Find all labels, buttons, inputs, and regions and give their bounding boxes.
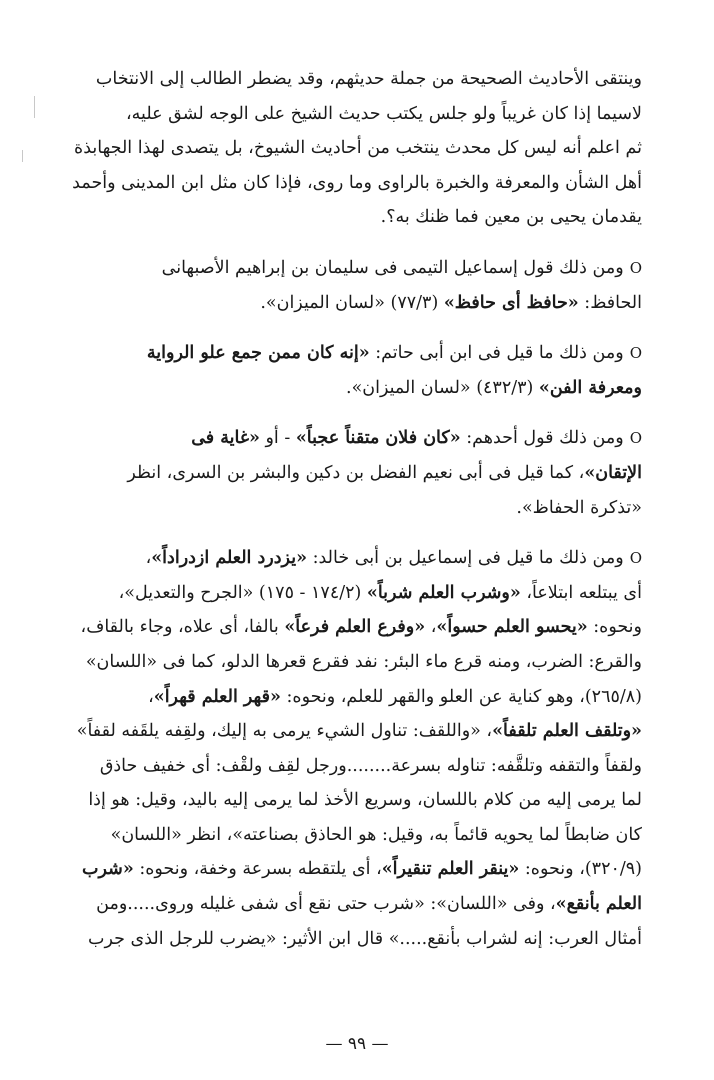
bold-quote: «ينقر العلم تنقيراً» — [381, 859, 520, 880]
text-line — [126, 421, 642, 456]
bold-quote: «إنه كان ممن جمع علو الرواية — [146, 343, 370, 364]
text-span: (٢٦٥/٨)، وهو كناية عن العلو والقهر للعلم، ونحوه: — [280, 686, 642, 707]
text-span: ، أى يلتقطه بسرعة وخفة، ونحوه: — [133, 859, 382, 880]
text-line — [80, 610, 642, 645]
text-line: كان ضابطاً لما يحويه قائماً به، وقيل: هو الحاذق بصناعته»، انظر «اللسان» — [110, 824, 642, 845]
text-line — [126, 251, 642, 286]
text-line: أمثال العرب: إنه لشراب بأنقع.....» قال ابن الأثير: «يضرب للرجل الذى جرب — [87, 928, 642, 949]
text-span: ، وفى «اللسان»: «شرب حتى نقع أى شفى غليله وروى.....ومن — [96, 894, 556, 915]
text-line: لما يرمى إليه من كلام باللسان، وسريع الأخذ لما يرمى إليه باليد، وقيل: هو إذا — [88, 790, 642, 811]
text-line — [118, 576, 642, 611]
bold-quote: «وتلقف العلم تلقفاً» — [492, 721, 642, 742]
bold-quote: «وفرع العلم فرعاً» — [284, 617, 426, 638]
text-line — [126, 541, 642, 576]
paragraph-5 — [76, 541, 642, 956]
text-span: ومن ذلك ما قيل فى ابن أبى حاتم: — [369, 343, 624, 364]
bold-quote: الإتقان» — [584, 462, 642, 483]
citation: (١٧٤/٢ - ١٧٥) «الجرح والتعديل»، — [118, 582, 367, 603]
text-span: ، — [148, 686, 154, 707]
text-line: وينتقى الأحاديث الصحيحة من جملة حديثهم، وقد يضطر الطالب إلى الانتخاب — [95, 69, 642, 89]
text-span: ، — [425, 617, 437, 638]
text-line — [82, 852, 642, 887]
citation: (٤٣٢/٣) «لسان الميزان». — [346, 377, 539, 398]
text-line — [126, 680, 642, 715]
text-span: ومن ذلك قول إسماعيل التيمى فى سليمان بن إبراهيم الأصبهانى — [161, 257, 624, 278]
bold-quote: «يزدرد العلم ازدراداً» — [151, 548, 308, 569]
text-span: - أو — [259, 428, 296, 449]
text-span: ، — [145, 548, 152, 569]
text-line: والقرع: الضرب، ومنه قرع ماء البئر: نفد فقرع قعرها الدلو، كما فى «اللسان» — [85, 651, 642, 672]
text-line: «تذكرة الحفاظ». — [516, 497, 642, 518]
page-number: — ٩٩ — — [325, 1034, 389, 1054]
paragraph-3 — [126, 336, 642, 405]
text-span: ومن ذلك ما قيل فى إسماعيل بن أبى خالد: — [307, 548, 624, 569]
text-span: أى يبتلعه ابتلاعاً، — [520, 582, 642, 603]
paragraph-4 — [126, 421, 642, 525]
circle-bullet-icon: O — [629, 258, 642, 277]
bold-quote: ومعرفة الفن» — [538, 377, 642, 398]
bold-quote: «غاية فى — [191, 428, 260, 449]
text-span: ومن ذلك قول أحدهم: — [460, 428, 624, 449]
text-line: أهل الشأن والمعرفة والخبرة بالراوى وما روى، فإذا كان مثل ابن المدينى وأحمد — [72, 172, 642, 193]
bold-quote: «حافظ أى حافظ» — [443, 292, 579, 313]
text-line — [126, 371, 642, 406]
text-line — [96, 887, 642, 922]
citation: (٧٧/٣) «لسان الميزان». — [260, 292, 444, 313]
circle-bullet-icon: O — [629, 344, 642, 363]
text-span: ، «واللقف: تناول الشيء يرمى به إليك، ولقِفه يلقَفه لقفاً» — [76, 721, 493, 742]
circle-bullet-icon: O — [629, 549, 642, 568]
bold-quote: «كان فلان متقناً عجباً» — [295, 428, 461, 449]
page-body — [72, 62, 642, 1022]
margin-mark-mid — [22, 150, 23, 162]
bold-quote: «قهر العلم قهراً» — [153, 686, 281, 707]
text-line: يقدمان يحيى بن معين فما ظنك به؟. — [380, 207, 642, 228]
text-line — [126, 286, 642, 321]
bold-quote: «يحسو العلم حسواً» — [436, 617, 588, 638]
paragraph-2 — [126, 251, 642, 320]
bold-quote: «وشرب العلم شرباً» — [366, 582, 521, 603]
text-span: بالفا، أى علاه، وجاء بالقاف، — [80, 617, 285, 638]
circle-bullet-icon: O — [629, 429, 642, 448]
text-span: الحافظ: — [578, 292, 642, 313]
paragraph-1 — [72, 62, 642, 235]
citation: (٣٢٠/٩)، ونحوه: — [519, 859, 642, 880]
text-line: ولقفاً والتقفه وتلقَّفه: تناوله بسرعة........ورجل لقِف ولقْف: أى خفيف حاذق — [99, 755, 642, 776]
bold-quote: «شرب — [82, 859, 134, 880]
text-line — [126, 336, 642, 371]
margin-mark-top — [34, 96, 35, 118]
bold-quote: العلم بأنقع» — [555, 894, 642, 915]
text-line: لاسيما إذا كان غريباً ولو جلس يكتب حديث الشيخ على الوجه لشق عليه، — [126, 103, 642, 124]
text-line — [126, 456, 642, 491]
text-line: ثم اعلم أنه ليس كل محدث ينتخب من أحاديث الشيوخ، بل يتصدى لهذا الجهابذة — [74, 138, 642, 159]
text-span: ونحوه: — [587, 617, 642, 638]
text-line — [76, 714, 642, 749]
text-span: ، كما قيل فى أبى نعيم الفضل بن دكين والبشر بن السرى، انظر — [127, 462, 585, 483]
